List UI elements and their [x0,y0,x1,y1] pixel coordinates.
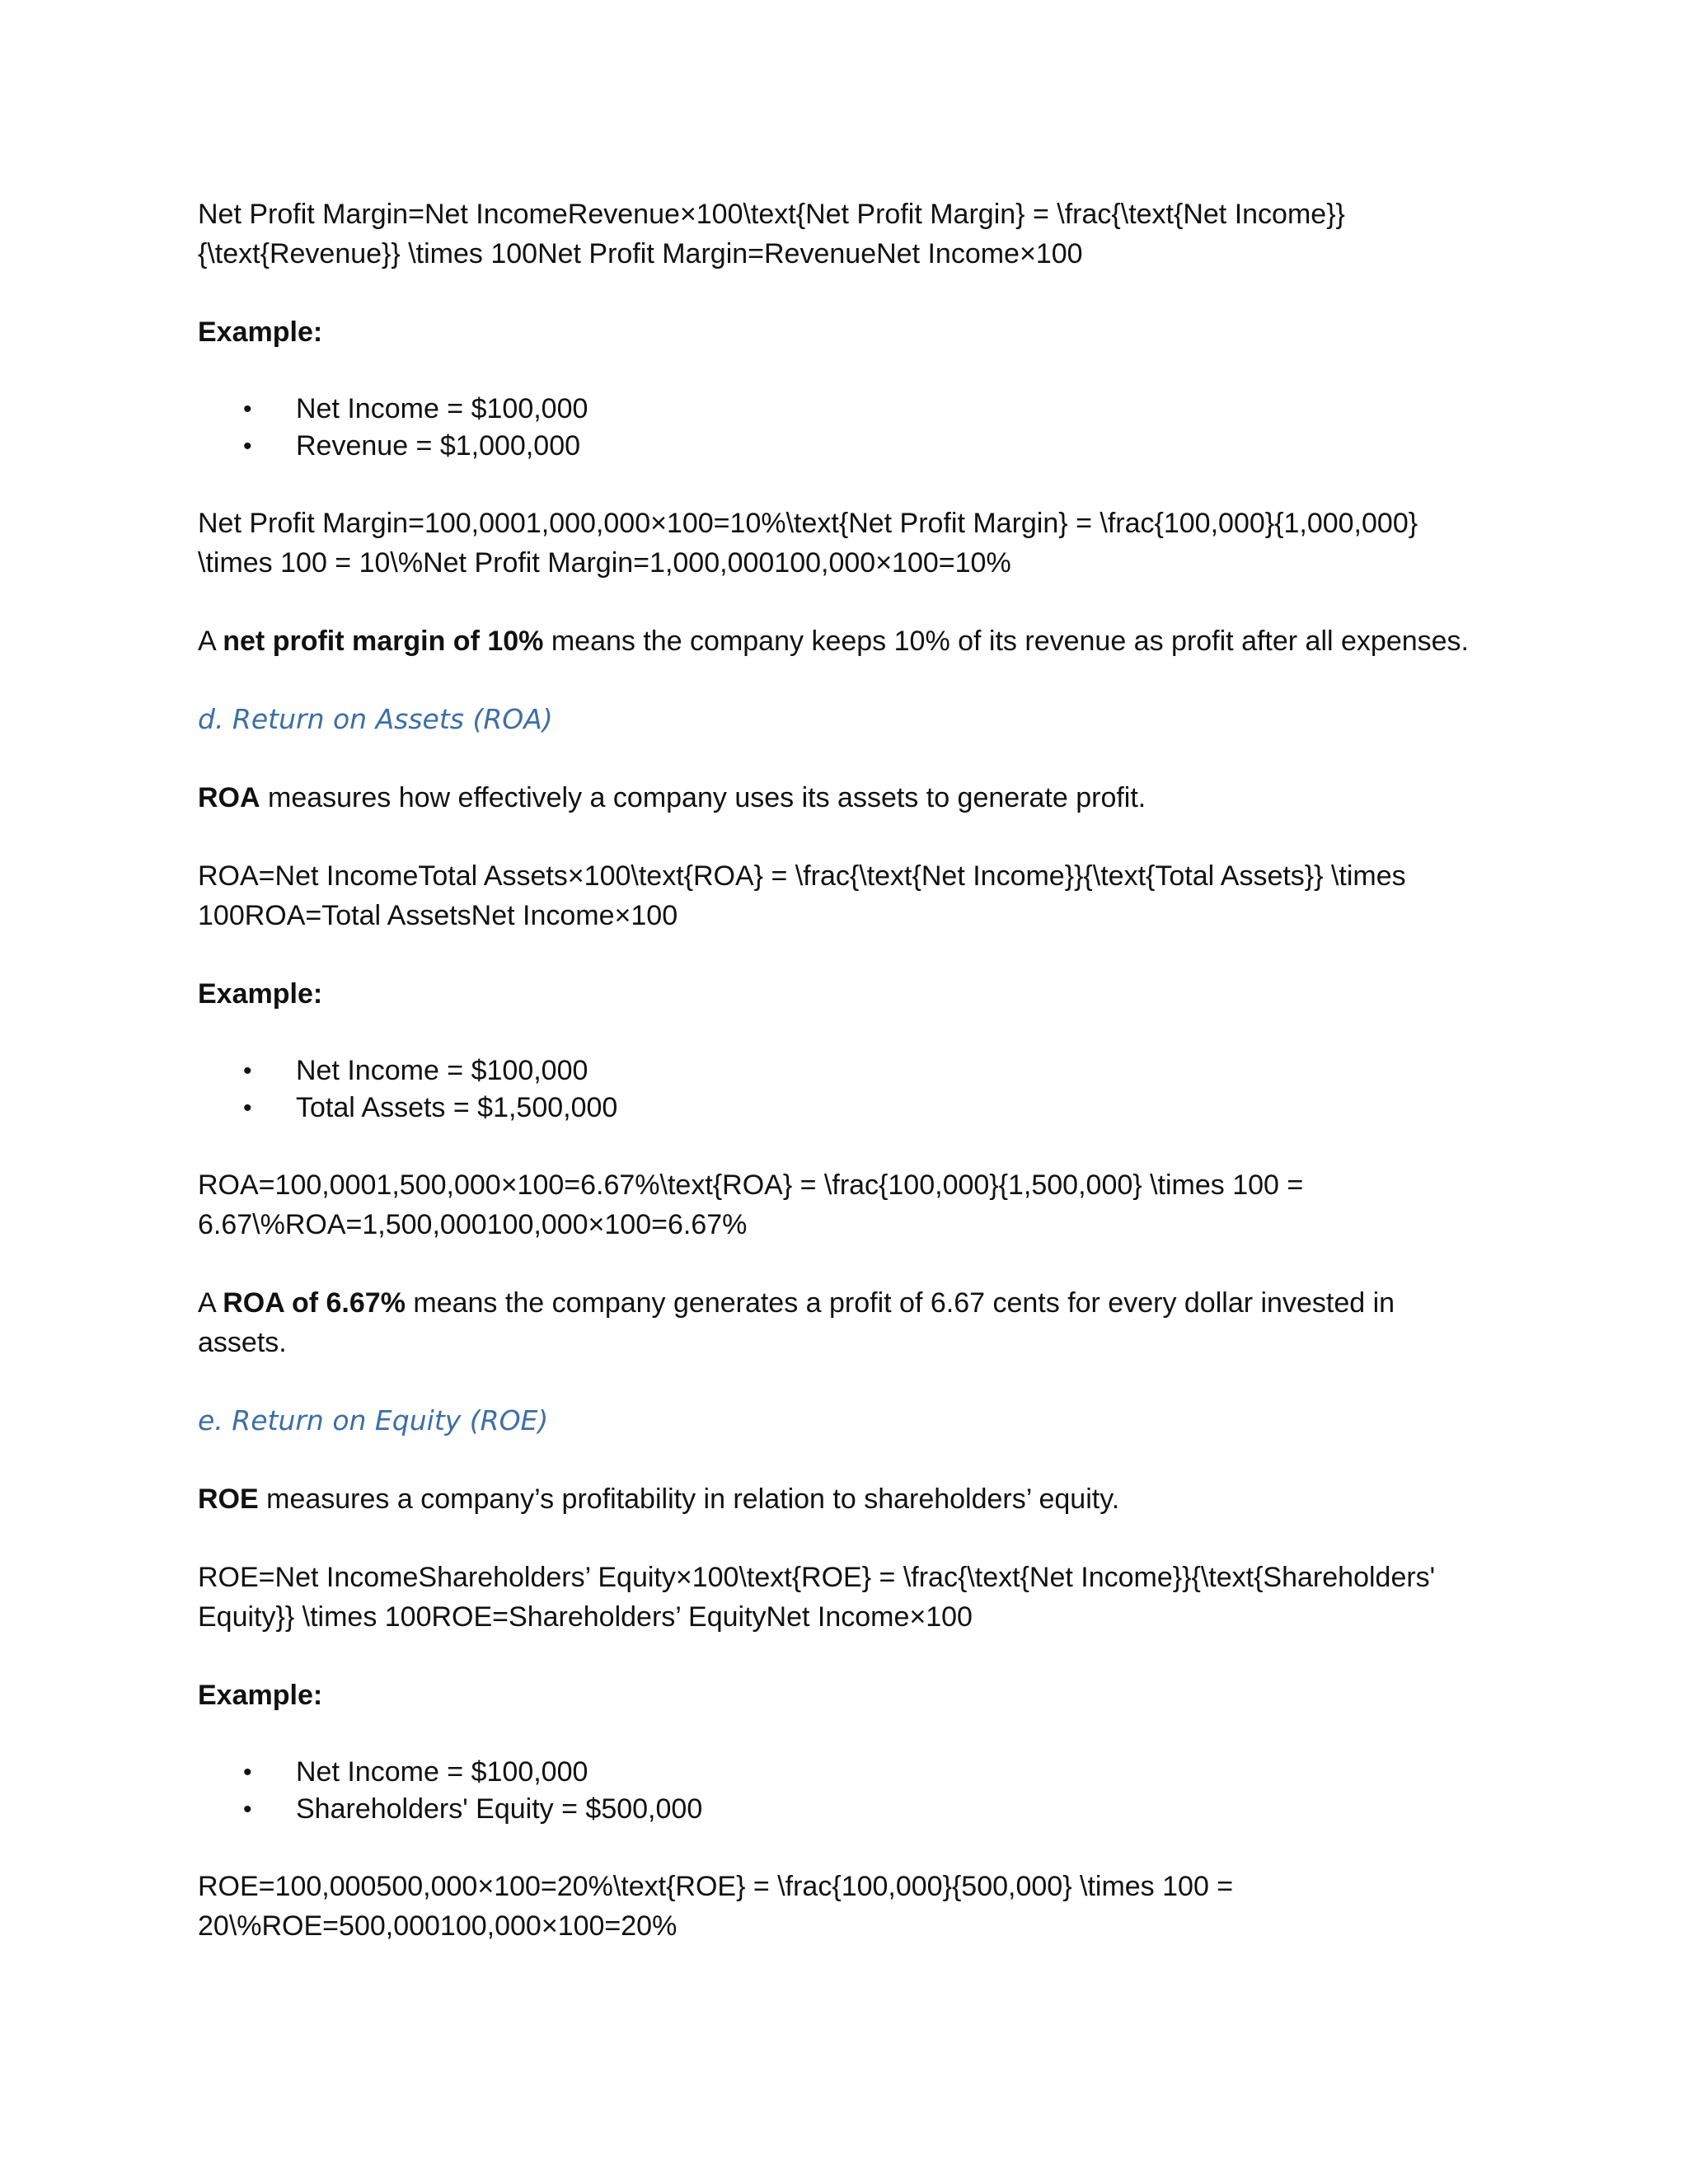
bullet-icon: • [243,396,252,423]
bullet-icon: • [243,1057,252,1085]
npm-item-net-income: Net Income = $100,000 [296,393,588,424]
npm-formula: Net Profit Margin=Net IncomeRevenue×100\text{Net Profit Margin} = \frac{\text{Net Income}}{\text{Revenue}} \times 100Net Profit Margin=RevenueNet Income×100 [198,199,1345,269]
npm-summary [198,621,1484,661]
npm-summary-pre: A [198,626,223,657]
list-item [198,428,1484,465]
roe-example-label: Example: [198,1680,323,1711]
roe-calculation: ROE=100,000500,000×100=20%\text{ROE} = \frac{100,000}{500,000} \times 100 = 20\%ROE=500,000100,000×100=20% [198,1871,1234,1942]
roe-intro-bold: ROE [198,1483,259,1515]
npm-item-revenue: Revenue = $1,000,000 [296,430,581,462]
roa-summary-post: means the company generates a profit of 6.67 cents for every dollar invested in assets. [198,1287,1395,1358]
list-item [198,1052,1484,1090]
bullet-icon: • [243,1759,252,1786]
npm-summary-bold: net profit margin of 10% [223,626,544,657]
roa-example-label: Example: [198,978,323,1010]
roa-intro-rest: measures how effectively a company uses its assets to generate profit. [260,782,1146,813]
roe-intro [198,1479,1484,1519]
roa-intro-bold: ROA [198,782,260,813]
roe-item-net-income: Net Income = $100,000 [296,1756,588,1788]
roa-intro [198,778,1484,818]
roe-example-list [198,1754,1484,1828]
roa-item-net-income: Net Income = $100,000 [296,1055,588,1086]
bullet-icon: • [243,433,252,460]
roe-heading: e. Return on Equity (ROE) [198,1404,549,1436]
list-item [198,1090,1484,1127]
roa-heading: d. Return on Assets (ROA) [198,703,553,735]
roe-intro-rest: measures a company’s profitability in relation to shareholders’ equity. [258,1483,1120,1515]
roa-example-list [198,1052,1484,1127]
roa-item-total-assets: Total Assets = $1,500,000 [296,1092,618,1123]
roe-formula: ROE=Net IncomeShareholders’ Equity×100\text{ROE} = \frac{\text{Net Income}}{\text{Shareholders' Equity}} \times 100ROE=Shareholders’ EquityNet Income×100 [198,1562,1436,1633]
roa-summary [198,1283,1484,1362]
roa-calculation: ROA=100,0001,500,000×100=6.67%\text{ROA} = \frac{100,000}{1,500,000} \times 100 = 6.67\%ROA=1,500,000100,000×100=6.67% [198,1169,1304,1240]
roa-formula: ROA=Net IncomeTotal Assets×100\text{ROA} = \frac{\text{Net Income}}{\text{Total Assets}} \times 100ROA=Total AssetsNet Income×100 [198,860,1406,931]
list-item [198,1791,1484,1828]
bullet-icon: • [243,1094,252,1122]
npm-summary-post: means the company keeps 10% of its revenue as profit after all expenses. [543,626,1470,657]
roe-item-equity: Shareholders' Equity = $500,000 [296,1793,703,1825]
list-item [198,1754,1484,1791]
bullet-icon: • [243,1796,252,1823]
npm-example-label: Example: [198,316,323,348]
document-body [198,194,1484,1985]
npm-calculation: Net Profit Margin=100,0001,000,000×100=10%\text{Net Profit Margin} = \frac{100,000}{1,000,000} \times 100 = 10\%Net Profit Margin=1,000,000100,000×100=10% [198,508,1418,579]
roa-summary-pre: A [198,1287,223,1319]
list-item [198,391,1484,428]
roa-summary-bold: ROA of 6.67% [223,1287,406,1319]
npm-example-list [198,391,1484,465]
